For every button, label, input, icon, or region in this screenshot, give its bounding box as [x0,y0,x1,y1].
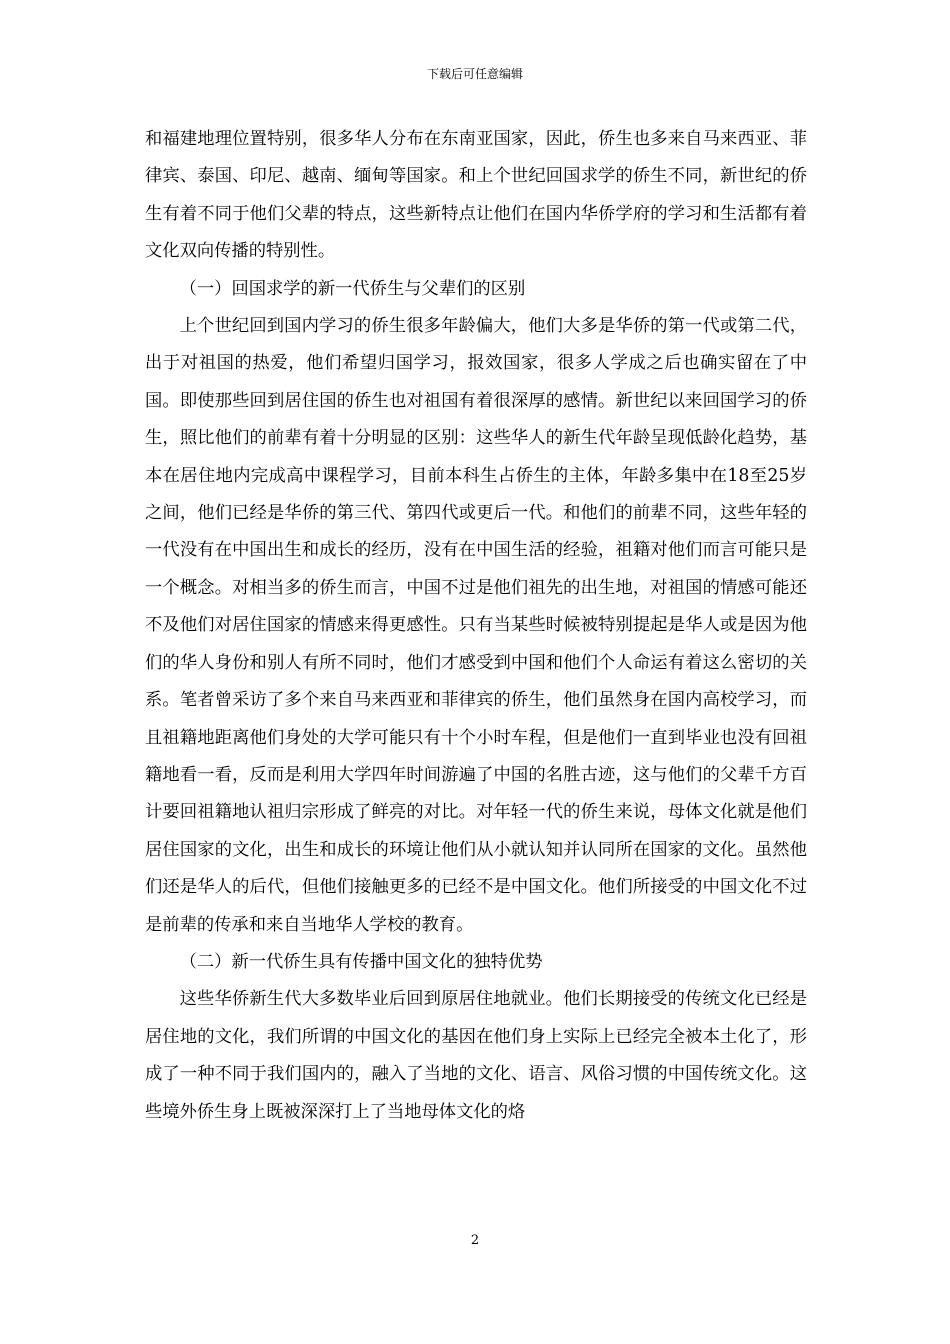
page-number: 2 [470,1233,480,1248]
paragraph: 这些华侨新生代大多数毕业后回到原居住地就业。他们长期接受的传统文化已经是居住地的文化，我们所谓的中国文化的基因在他们身上实际上已经完全被本土化了，形成了一种不同于我们国内的，融入了当地的文化、语言、风俗习惯的中国传统文化。这些境外侨生身上既被深深打上了当地母体文化的烙 [145,989,807,1122]
paragraph: 上个世纪回到国内学习的侨生很多年龄偏大，他们大多是华侨的第一代或第二代，出于对祖国的热爱，他们希望归国学习，报效国家，很多人学成之后也确实留在了中国。即使那些回到居住国的侨生也对祖国有着很深厚的感情。新世纪以来回国学习的侨生，照比他们的前辈有着十分明显的区别：这些华人的新生代年龄呈现低龄化趋势，基本在居住地内完成高中课程学习，目前本科生占侨生的主体，年龄多集中在18至25岁之间，他们已经是华侨的第三代、第四代或更后一代。和他们的前辈不同，这些年轻的一代没有在中国出生和成长的经历，没有在中国生活的经验，祖籍对他们而言可能只是一个概念。对相当多的侨生而言，中国不过是他们祖先的出生地，对祖国的情感可能还不及他们对居住国家的情感来得更感性。只有当某些时候被特别提起是华人或是因为他们的华人身份和别人有所不同时，他们才感受到中国和他们个人命运有着这么密切的关系。笔者曾采访了多个来自马来西亚和菲律宾的侨生，他们虽然身在国内高校学习，而且祖籍地距离他们身处的大学可能只有十个小时车程，但是他们一直到毕业也没有回祖籍地看一看，反而是利用大学四年时间游遍了中国的名胜古迹，这与他们的父辈千方百计要回祖籍地认祖归宗形成了鲜亮的对比。对年轻一代的侨生来说，母体文化就是他们居住国家的文化，出生和成长的环境让他们从小就认知并认同所在国家的文化。虽然他们还是华人的后代，但他们接触更多的已经不是中国文化。他们所接受的中国文化不过是前辈的传承和来自当地华人学校的教育。 [145,316,807,935]
paragraph-continued: 和福建地理位置特别，很多华人分布在东南亚国家，因此，侨生也多来自马来西亚、菲律宾、泰国、印尼、越南、缅甸等国家。和上个世纪回国求学的侨生不同，新世纪的侨生有着不同于他们父辈的特点，这些新特点让他们在国内华侨学府的学习和生活都有着文化双向传播的特别性。 [145,129,807,262]
document-body [145,121,807,1131]
section-heading-2: （二）新一代侨生具有传播中国文化的独特优势 [179,951,543,972]
page-header: 下载后可任意编辑 [426,67,523,81]
section-heading-1: （一）回国求学的新一代侨生与父辈们的区别 [179,278,526,299]
